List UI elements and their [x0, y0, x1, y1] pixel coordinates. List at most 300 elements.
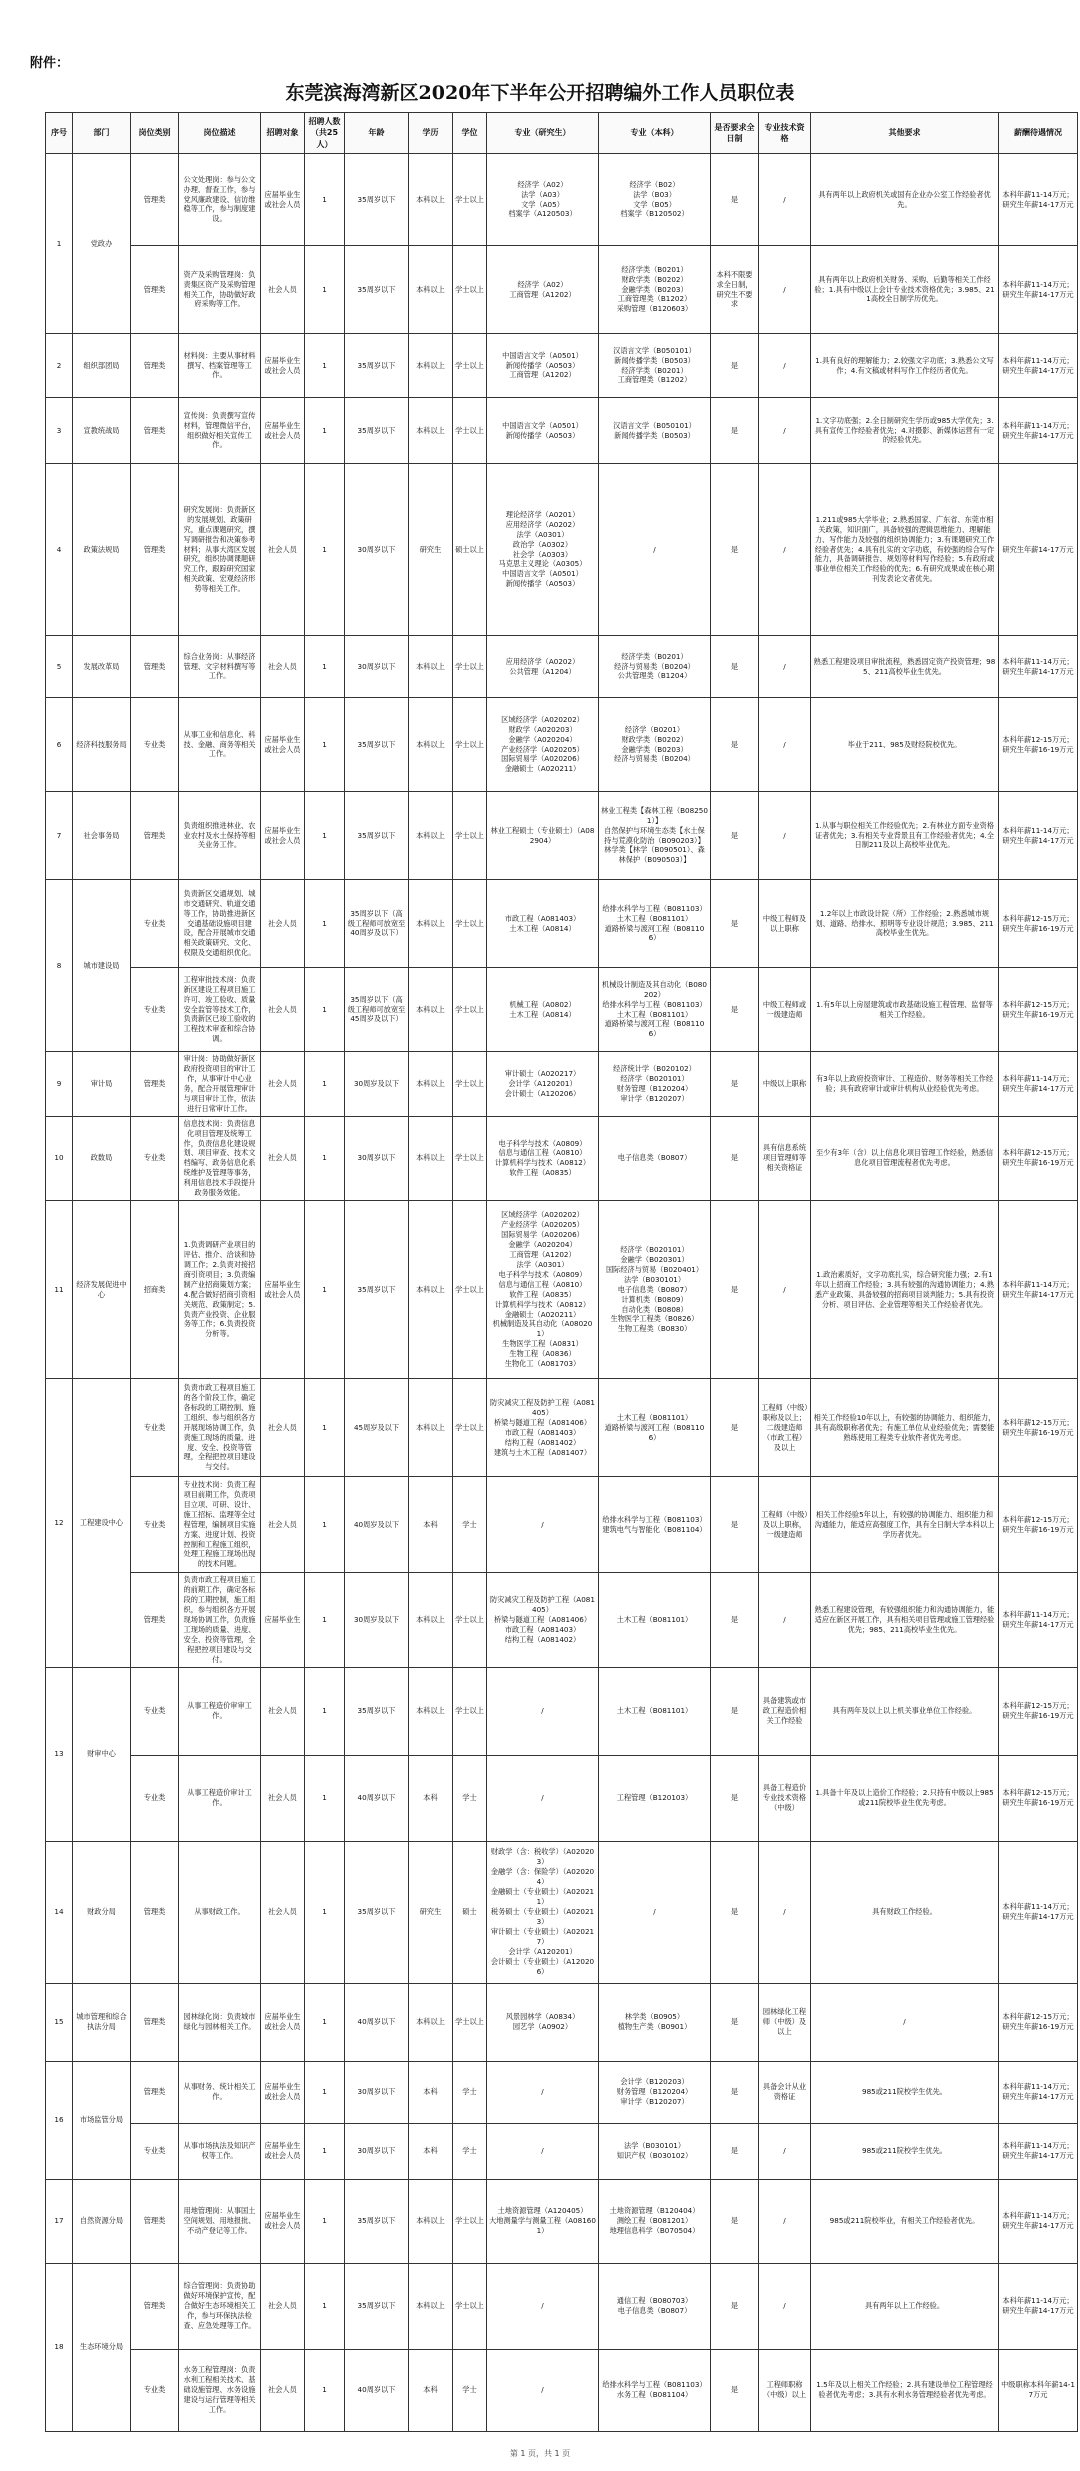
recruit-target-cell: 应届毕业生或社会人员: [261, 1201, 305, 1379]
position-category-cell: 管理类: [131, 1841, 179, 1983]
full-time-required-cell: 是: [711, 636, 759, 698]
undergraduate-major-cell: 工程管理（B120103）: [599, 1755, 711, 1841]
position-category-cell: 专业类: [131, 1379, 179, 1477]
professional-qualification-cell: /: [759, 1573, 811, 1667]
full-time-required-cell: 是: [711, 1573, 759, 1667]
graduate-major-cell: 防灾减灾工程及防护工程（A081405） 桥梁与隧道工程（A081406） 市政工程（A081403） 结构工程（A081402）: [487, 1573, 599, 1667]
professional-qualification-cell: /: [759, 246, 811, 334]
recruit-target-cell: 社会人员: [261, 464, 305, 636]
salary-cell: 本科年薪11-14万元；研究生年薪14-17万元: [999, 334, 1078, 398]
undergraduate-major-cell: 会计学（B120203） 财务管理（B120204） 审计学（B120207）: [599, 2061, 711, 2123]
graduate-major-cell: 防灾减灾工程及防护工程（A081405） 桥梁与隧道工程（A081406） 市政工程（A081403） 结构工程（A081402） 建筑与土木工程（A081407）: [487, 1379, 599, 1477]
education-cell: 本科以上: [409, 1573, 453, 1667]
full-time-required-cell: 是: [711, 2263, 759, 2349]
sequence-number-cell: 15: [46, 1983, 73, 2061]
age-requirement-cell: 35周岁以下: [345, 1667, 409, 1755]
column-header: 招聘人数（共25人）: [305, 113, 345, 154]
table-row: [46, 1667, 1078, 1755]
full-time-required-cell: 是: [711, 154, 759, 246]
education-cell: 本科以上: [409, 2179, 453, 2263]
undergraduate-major-cell: 电子信息类（B0807）: [599, 1116, 711, 1201]
headcount-cell: 1: [305, 968, 345, 1052]
headcount-cell: 1: [305, 792, 345, 880]
other-requirements-cell: 具有两年以上工作经验。: [811, 2263, 999, 2349]
headcount-cell: 1: [305, 2179, 345, 2263]
position-description-cell: 审计岗：协助做好新区政府投资项目的审计工作，从事审计中心业务，配合开展管理审计与项目审计工作，依法进行日常审计工作。: [179, 1052, 261, 1117]
education-cell: 本科: [409, 2123, 453, 2179]
professional-qualification-cell: /: [759, 464, 811, 636]
graduate-major-cell: /: [487, 2061, 599, 2123]
department-cell: 市场监管分局: [73, 2061, 131, 2179]
position-description-cell: 负责组织推进林业、农业农村及水土保持等相关业务工作。: [179, 792, 261, 880]
other-requirements-cell: 1.有5年以上房屋建筑或市政基础设施工程管理、监督等相关工作经验。: [811, 968, 999, 1052]
undergraduate-major-cell: /: [599, 464, 711, 636]
graduate-major-cell: 土地资源管理（A120405） 大地测量学与测量工程（A081601）: [487, 2179, 599, 2263]
sequence-number-cell: 11: [46, 1201, 73, 1379]
position-description-cell: 研究发展岗：负责新区的发展规划、政策研究，重点课题研究，撰写调研报告和决策参考材料；从事大湾区发展研究，组织协调课题研究工作，跟踪研究国家相关政策、宏观经济形势等相关工作。: [179, 464, 261, 636]
salary-cell: 本科年薪12-15万元；研究生年薪16-19万元: [999, 880, 1078, 968]
education-cell: 本科以上: [409, 1983, 453, 2061]
professional-qualification-cell: /: [759, 154, 811, 246]
headcount-cell: 1: [305, 2061, 345, 2123]
full-time-required-cell: 是: [711, 968, 759, 1052]
full-time-required-cell: 是: [711, 1983, 759, 2061]
professional-qualification-cell: /: [759, 792, 811, 880]
column-header: 招聘对象: [261, 113, 305, 154]
undergraduate-major-cell: 林学类（B0905） 植物生产类（B0901）: [599, 1983, 711, 2061]
position-description-cell: 工程审批技术岗：负责新区建设工程项目施工许可、竣工验收、质量安全监管等技术工作，负责新区已竣工验收的工程技术审查和综合协调。: [179, 968, 261, 1052]
table-row: [46, 1477, 1078, 1573]
age-requirement-cell: 30周岁以下: [345, 1116, 409, 1201]
other-requirements-cell: 1.5年及以上相关工作经验；2.具有建设单位工程管理经验者优先考虑；3.具有水利水务管理经验者优先考虑。: [811, 2349, 999, 2431]
sequence-number-cell: 10: [46, 1116, 73, 1201]
age-requirement-cell: 30周岁以下: [345, 464, 409, 636]
sequence-number-cell: 16: [46, 2061, 73, 2179]
full-time-required-cell: 是: [711, 398, 759, 464]
page-footer: 第 1 页，共 1 页: [509, 2449, 571, 2458]
other-requirements-cell: 至少有3年（含）以上信息化项目管理工作经验，熟悉信息化项目管理流程者优先考虑。: [811, 1116, 999, 1201]
salary-cell: 本科年薪12-15万元；研究生年薪16-19万元: [999, 1116, 1078, 1201]
department-cell: 社会事务局: [73, 792, 131, 880]
sequence-number-cell: 5: [46, 636, 73, 698]
salary-cell: 本科年薪12-15万元；研究生年薪16-19万元: [999, 1755, 1078, 1841]
degree-cell: 学士以上: [453, 1379, 487, 1477]
department-cell: 宣教统战局: [73, 398, 131, 464]
salary-cell: 本科年薪11-14万元；研究生年薪14-17万元: [999, 1201, 1078, 1379]
recruit-target-cell: 应届毕业生或社会人员: [261, 698, 305, 792]
education-cell: 本科以上: [409, 1116, 453, 1201]
professional-qualification-cell: 工程师（中级）职称及以上；二级建造师（市政工程）及以上: [759, 1379, 811, 1477]
table-row: [46, 246, 1078, 334]
undergraduate-major-cell: 通信工程（B080703） 电子信息类（B0807）: [599, 2263, 711, 2349]
salary-cell: 本科年薪11-14万元；研究生年薪14-17万元: [999, 1841, 1078, 1983]
age-requirement-cell: 30周岁以下: [345, 2061, 409, 2123]
table-row: [46, 398, 1078, 464]
education-cell: 本科以上: [409, 334, 453, 398]
headcount-cell: 1: [305, 334, 345, 398]
undergraduate-major-cell: 土木工程（B081101）: [599, 1667, 711, 1755]
department-cell: 财审中心: [73, 1667, 131, 1841]
department-cell: 政策法规局: [73, 464, 131, 636]
table-row: [46, 2179, 1078, 2263]
professional-qualification-cell: /: [759, 1201, 811, 1379]
other-requirements-cell: 相关工作经验5年以上，有较强的协调能力、组织能力和沟通能力，能适应高强度工作，具有全日制大学本科以上学历者优先。: [811, 1477, 999, 1573]
column-header: 专业（本科）: [599, 113, 711, 154]
department-cell: 工程建设中心: [73, 1379, 131, 1667]
age-requirement-cell: 35周岁以下: [345, 698, 409, 792]
degree-cell: 硕士: [453, 1841, 487, 1983]
position-description-cell: 从事市场执法及知识产权等工作。: [179, 2123, 261, 2179]
position-description-cell: 从事工业和信息化、科技、金融、商务等相关工作。: [179, 698, 261, 792]
headcount-cell: 1: [305, 880, 345, 968]
graduate-major-cell: 中国语言文学（A0501） 新闻传播学（A0503）: [487, 398, 599, 464]
table-row: [46, 880, 1078, 968]
recruit-target-cell: 应届毕业生或社会人员: [261, 334, 305, 398]
table-row: [46, 792, 1078, 880]
table-row: [46, 636, 1078, 698]
recruit-target-cell: 应届毕业生或社会人员: [261, 2061, 305, 2123]
professional-qualification-cell: /: [759, 334, 811, 398]
other-requirements-cell: 1.具有良好的理解能力；2.较强文字功底；3.熟悉公文写作；4.有文稿或材料写作工作经历者优先。: [811, 334, 999, 398]
professional-qualification-cell: /: [759, 1841, 811, 1983]
education-cell: 本科以上: [409, 1667, 453, 1755]
undergraduate-major-cell: 土木工程（B081101）: [599, 1573, 711, 1667]
full-time-required-cell: 本科不限要求全日制，研究生不要求: [711, 246, 759, 334]
table-row: [46, 2123, 1078, 2179]
degree-cell: 学士以上: [453, 2179, 487, 2263]
age-requirement-cell: 40周岁及以下: [345, 1477, 409, 1573]
graduate-major-cell: 风景园林学（A0834） 园艺学（A0902）: [487, 1983, 599, 2061]
age-requirement-cell: 35周岁以下: [345, 334, 409, 398]
degree-cell: 学士以上: [453, 698, 487, 792]
recruit-target-cell: 应届毕业生或社会人员: [261, 154, 305, 246]
education-cell: 本科以上: [409, 246, 453, 334]
table-row: [46, 2061, 1078, 2123]
headcount-cell: 1: [305, 2349, 345, 2431]
salary-cell: 本科年薪11-14万元；研究生年薪14-17万元: [999, 2263, 1078, 2349]
degree-cell: 学士以上: [453, 1983, 487, 2061]
document-title: 东莞滨海湾新区2020年下半年公开招聘编外工作人员职位表: [285, 82, 795, 104]
full-time-required-cell: 是: [711, 2061, 759, 2123]
sequence-number-cell: 13: [46, 1667, 73, 1841]
professional-qualification-cell: 具备建筑或市政工程造价相关工作经验: [759, 1667, 811, 1755]
table-row: [46, 1116, 1078, 1201]
graduate-major-cell: /: [487, 2349, 599, 2431]
degree-cell: 学士以上: [453, 636, 487, 698]
position-description-cell: 从事工程造价审计工作。: [179, 1755, 261, 1841]
recruit-target-cell: 应届毕业生或社会人员: [261, 2123, 305, 2179]
education-cell: 本科: [409, 2349, 453, 2431]
education-cell: 本科以上: [409, 792, 453, 880]
full-time-required-cell: 是: [711, 2349, 759, 2431]
education-cell: 研究生: [409, 464, 453, 636]
education-cell: 本科: [409, 1477, 453, 1573]
graduate-major-cell: /: [487, 2123, 599, 2179]
salary-cell: 本科年薪12-15万元；研究生年薪16-19万元: [999, 1667, 1078, 1755]
professional-qualification-cell: 中级工程师及以上职称: [759, 880, 811, 968]
degree-cell: 学士: [453, 2061, 487, 2123]
column-header: 是否要求全日制: [711, 113, 759, 154]
recruit-target-cell: 社会人员: [261, 246, 305, 334]
salary-cell: 本科年薪11-14万元；研究生年薪14-17万元: [999, 2123, 1078, 2179]
age-requirement-cell: 35周岁以下（高级工程师可放宽至45周岁及以下）: [345, 968, 409, 1052]
full-time-required-cell: 是: [711, 792, 759, 880]
table-row: [46, 1841, 1078, 1983]
table-row: [46, 1201, 1078, 1379]
headcount-cell: 1: [305, 636, 345, 698]
position-category-cell: 管理类: [131, 2179, 179, 2263]
other-requirements-cell: 1.2年以上市政设计院（所）工作经验；2.熟悉城市规划、道路、给排水、照明等专业设计规范；3.985、211高校毕业生优先。: [811, 880, 999, 968]
headcount-cell: 1: [305, 398, 345, 464]
other-requirements-cell: 具有两年以上政府机关财务、采购、后勤等相关工作经验；1.具有中级以上会计专业技术资格优先；3.985、211高校全日制学历优先。: [811, 246, 999, 334]
graduate-major-cell: 机械工程（A0802） 土木工程（A0814）: [487, 968, 599, 1052]
department-cell: 政数局: [73, 1116, 131, 1201]
other-requirements-cell: 985或211院校毕业，有相关工作经验者优先。: [811, 2179, 999, 2263]
recruit-target-cell: 社会人员: [261, 2263, 305, 2349]
age-requirement-cell: 30周岁及以下: [345, 1573, 409, 1667]
age-requirement-cell: 35周岁以下: [345, 246, 409, 334]
position-description-cell: 资产及采购管理岗：负责集区资产及采购管理相关工作，协助做好政府采购等工作。: [179, 246, 261, 334]
table-row: [46, 1983, 1078, 2061]
salary-cell: 本科年薪11-14万元；研究生年薪14-17万元: [999, 2179, 1078, 2263]
headcount-cell: 1: [305, 1841, 345, 1983]
position-description-cell: 园林绿化岗：负责城市绿化与园林相关工作。: [179, 1983, 261, 2061]
headcount-cell: 1: [305, 2123, 345, 2179]
sequence-number-cell: 7: [46, 792, 73, 880]
full-time-required-cell: 是: [711, 698, 759, 792]
degree-cell: 学士以上: [453, 154, 487, 246]
professional-qualification-cell: 具备会计从业资格证: [759, 2061, 811, 2123]
graduate-major-cell: /: [487, 1667, 599, 1755]
undergraduate-major-cell: 给排水科学与工程（B081103） 建筑电气与智能化（B081104）: [599, 1477, 711, 1573]
headcount-cell: 1: [305, 464, 345, 636]
position-description-cell: 综合管理岗：负责协助做好环境保护宣传，配合做好生态环境相关工作，参与环保执法检查、应急处理等工作。: [179, 2263, 261, 2349]
position-category-cell: 管理类: [131, 334, 179, 398]
degree-cell: 学士以上: [453, 792, 487, 880]
professional-qualification-cell: /: [759, 398, 811, 464]
education-cell: 本科以上: [409, 154, 453, 246]
department-cell: 生态环境分局: [73, 2263, 131, 2431]
degree-cell: 学士以上: [453, 334, 487, 398]
recruit-target-cell: 应届毕业生: [261, 1573, 305, 1667]
other-requirements-cell: 具有两年及以上以上机关事业单位工作经验。: [811, 1667, 999, 1755]
headcount-cell: 1: [305, 1379, 345, 1477]
position-description-cell: 材料岗：主要从事材料撰写、档案管理等工作。: [179, 334, 261, 398]
salary-cell: 本科年薪11-14万元；研究生年薪14-17万元: [999, 246, 1078, 334]
position-description-cell: 宣传岗：负责撰写宣传材料，管理微信平台，组织做好相关宣传工作。: [179, 398, 261, 464]
recruit-target-cell: 社会人员: [261, 1841, 305, 1983]
department-cell: 经济发展促进中心: [73, 1201, 131, 1379]
column-header: 薪酬待遇情况: [999, 113, 1078, 154]
professional-qualification-cell: 工程师职称（中级）以上: [759, 2349, 811, 2431]
education-cell: 本科以上: [409, 1052, 453, 1117]
degree-cell: 学士以上: [453, 1052, 487, 1117]
recruit-target-cell: 社会人员: [261, 968, 305, 1052]
job-positions-table: [45, 112, 1078, 2432]
salary-cell: 本科年薪11-14万元；研究生年薪14-17万元: [999, 2061, 1078, 2123]
column-header: 岗位描述: [179, 113, 261, 154]
professional-qualification-cell: /: [759, 2123, 811, 2179]
age-requirement-cell: 40周岁以下: [345, 1983, 409, 2061]
position-category-cell: 专业类: [131, 2123, 179, 2179]
graduate-major-cell: 市政工程（A081403） 土木工程（A0814）: [487, 880, 599, 968]
age-requirement-cell: 40周岁以下: [345, 1755, 409, 1841]
sequence-number-cell: 1: [46, 154, 73, 334]
age-requirement-cell: 40周岁以下: [345, 2349, 409, 2431]
department-cell: 党政办: [73, 154, 131, 334]
recruit-target-cell: 社会人员: [261, 1379, 305, 1477]
department-cell: 城市管理和综合执法分局: [73, 1983, 131, 2061]
sequence-number-cell: 3: [46, 398, 73, 464]
sequence-number-cell: 14: [46, 1841, 73, 1983]
degree-cell: 学士以上: [453, 1201, 487, 1379]
table-row: [46, 2263, 1078, 2349]
position-category-cell: 专业类: [131, 1116, 179, 1201]
graduate-major-cell: 林业工程硕士（专业硕士）（A082904）: [487, 792, 599, 880]
position-category-cell: 管理类: [131, 792, 179, 880]
undergraduate-major-cell: 林业工程类【森林工程（B082501）】 自然保护与环境生态类【水土保持与荒漠化防治（B090203）】 林学类【林学（B090501）、森林保护（B090503）】: [599, 792, 711, 880]
full-time-required-cell: 是: [711, 1477, 759, 1573]
sequence-number-cell: 18: [46, 2263, 73, 2431]
table-row: [46, 154, 1078, 246]
column-header: 序号: [46, 113, 73, 154]
age-requirement-cell: 35周岁以下: [345, 1201, 409, 1379]
position-category-cell: 专业类: [131, 1667, 179, 1755]
degree-cell: 学士以上: [453, 968, 487, 1052]
recruit-target-cell: 应届毕业生或社会人员: [261, 398, 305, 464]
table-row: [46, 968, 1078, 1052]
position-category-cell: 管理类: [131, 2263, 179, 2349]
undergraduate-major-cell: 经济统计学（B020102） 经济学（B020101） 财务管理（B120204） 审计学（B120207）: [599, 1052, 711, 1117]
position-category-cell: 专业类: [131, 880, 179, 968]
age-requirement-cell: 30周岁以下: [345, 636, 409, 698]
headcount-cell: 1: [305, 1201, 345, 1379]
headcount-cell: 1: [305, 1477, 345, 1573]
graduate-major-cell: 区域经济学（A020202） 产业经济学（A020205） 国际贸易学（A020206） 金融学（A020204） 工商管理（A1202） 法学（A0301） 电子科学与技术（A0809） 信息与通信工程（A0810） 软件工程（A0835） 计算机科学与技术（A0812） 金融硕士（A020211） 机械制造及其自动化（A080201） 生物医学工程（A0831） 生物工程（A0836） 生物化工（A081703）: [487, 1201, 599, 1379]
salary-cell: 本科年薪11-14万元；研究生年薪14-17万元: [999, 398, 1078, 464]
recruit-target-cell: 社会人员: [261, 1116, 305, 1201]
degree-cell: 学士以上: [453, 1573, 487, 1667]
salary-cell: 本科年薪11-14万元；研究生年薪14-17万元: [999, 154, 1078, 246]
sequence-number-cell: 2: [46, 334, 73, 398]
age-requirement-cell: 30周岁以下: [345, 2123, 409, 2179]
full-time-required-cell: 是: [711, 1841, 759, 1983]
other-requirements-cell: 具有两年以上政府机关或国有企业办公室工作经验者优先。: [811, 154, 999, 246]
degree-cell: 学士: [453, 1477, 487, 1573]
position-description-cell: 专业技术岗：负责工程项目前期工作，负责项目立项、可研、设计、施工招标、监理等全过程管理，编制项目实施方案、进度计划、投资控制和工程施工组织，处理工程施工现场出现的技术问题。: [179, 1477, 261, 1573]
department-cell: 经济科技服务局: [73, 698, 131, 792]
degree-cell: 学士以上: [453, 880, 487, 968]
salary-cell: 本科年薪11-14万元；研究生年薪14-17万元: [999, 1573, 1078, 1667]
graduate-major-cell: 经济学（A02） 工商管理（A1202）: [487, 246, 599, 334]
salary-cell: 本科年薪12-15万元；研究生年薪16-19万元: [999, 698, 1078, 792]
other-requirements-cell: 985或211院校学生优先。: [811, 2061, 999, 2123]
full-time-required-cell: 是: [711, 1667, 759, 1755]
recruit-target-cell: 社会人员: [261, 1052, 305, 1117]
salary-cell: 研究生年薪14-17万元: [999, 464, 1078, 636]
other-requirements-cell: 熟悉工程建设管理，有较强组织能力和沟通协调能力，能适应在新区开展工作，具有相关项目管理或施工管理经验优先；985、211高校毕业生优先。: [811, 1573, 999, 1667]
undergraduate-major-cell: 给排水科学与工程（B081103） 土木工程（B081101） 道路桥梁与渡河工程（B081106）: [599, 880, 711, 968]
other-requirements-cell: 毕业于211、985及财经院校优先。: [811, 698, 999, 792]
department-cell: 城市建设局: [73, 880, 131, 1052]
table-header-row: [46, 113, 1078, 154]
graduate-major-cell: /: [487, 1477, 599, 1573]
degree-cell: 学士以上: [453, 398, 487, 464]
age-requirement-cell: 35周岁以下（高级工程师可放宽至40周岁及以下）: [345, 880, 409, 968]
full-time-required-cell: 是: [711, 880, 759, 968]
education-cell: 本科: [409, 1755, 453, 1841]
department-cell: 自然资源分局: [73, 2179, 131, 2263]
undergraduate-major-cell: 机械设计制造及其自动化（B080202） 给排水科学与工程（B081103） 土木工程（B081101） 道路桥梁与渡河工程（B081106）: [599, 968, 711, 1052]
undergraduate-major-cell: 经济学类（B0201） 财政学类（B0202） 金融学类（B0203） 工商管理类（B1202） 采购管理（B120603）: [599, 246, 711, 334]
graduate-major-cell: 中国语言文学（A0501） 新闻传播学（A0503） 工商管理（A1202）: [487, 334, 599, 398]
column-header: 年龄: [345, 113, 409, 154]
age-requirement-cell: 35周岁以下: [345, 792, 409, 880]
recruit-target-cell: 社会人员: [261, 1755, 305, 1841]
sequence-number-cell: 9: [46, 1052, 73, 1117]
graduate-major-cell: 电子科学与技术（A0809） 信息与通信工程（A0810） 计算机科学与技术（A0812） 软件工程（A0835）: [487, 1116, 599, 1201]
professional-qualification-cell: 园林绿化工程师（中级）及以上: [759, 1983, 811, 2061]
position-description-cell: 用地管理岗：从事国土空间规划、用地报批、不动产登记等工作。: [179, 2179, 261, 2263]
attachment-label: 附件：: [30, 56, 70, 71]
professional-qualification-cell: 具有信息系统项目管理师等相关资格证: [759, 1116, 811, 1201]
salary-cell: 本科年薪12-15万元；研究生年薪16-19万元: [999, 968, 1078, 1052]
other-requirements-cell: /: [811, 1983, 999, 2061]
position-description-cell: 综合业务岗：从事经济管理、文字材料撰写等工作。: [179, 636, 261, 698]
graduate-major-cell: 审计硕士（A020217） 会计学（A120201） 会计硕士（A120206）: [487, 1052, 599, 1117]
position-category-cell: 管理类: [131, 1573, 179, 1667]
education-cell: 本科以上: [409, 636, 453, 698]
other-requirements-cell: 熟悉工程建设项目审批流程，熟悉固定资产投资管理；985、211高校毕业生优先。: [811, 636, 999, 698]
position-category-cell: 管理类: [131, 2061, 179, 2123]
headcount-cell: 1: [305, 2263, 345, 2349]
full-time-required-cell: 是: [711, 1116, 759, 1201]
column-header: 专业技术资格: [759, 113, 811, 154]
table-body: [46, 154, 1078, 2432]
undergraduate-major-cell: 经济学类（B0201） 经济与贸易类（B0204） 公共管理类（B1204）: [599, 636, 711, 698]
education-cell: 本科以上: [409, 1379, 453, 1477]
column-header: 部门: [73, 113, 131, 154]
full-time-required-cell: 是: [711, 1052, 759, 1117]
recruit-target-cell: 社会人员: [261, 880, 305, 968]
undergraduate-major-cell: 土木工程（B081101） 道路桥梁与渡河工程（B081106）: [599, 1379, 711, 1477]
column-header: 学历: [409, 113, 453, 154]
position-category-cell: 管理类: [131, 636, 179, 698]
position-category-cell: 管理类: [131, 246, 179, 334]
degree-cell: 学士: [453, 2123, 487, 2179]
age-requirement-cell: 35周岁以下: [345, 2179, 409, 2263]
professional-qualification-cell: /: [759, 2263, 811, 2349]
other-requirements-cell: 1.政治素质好，文字功底扎实，综合研究能力强；2.有1年以上招商工作经验；3.具有较强的沟通协调能力；4.熟悉产业政策、具备较强的招商项目谈判能力；5.具有投资分析、项目评估、企业管理等相关工作经验者优先。: [811, 1201, 999, 1379]
undergraduate-major-cell: 经济学（B020101） 金融学（B020301） 国际经济与贸易（B020401） 法学（B030101） 电子信息类（B0807） 计算机类（B0809） 自动化类（B0808） 生物医学工程类（B0826） 生物工程类（B0830）: [599, 1201, 711, 1379]
position-description-cell: 负责市政工程项目施工的前期工作，确定各标段的工期控制，施工组织，参与组织各方开展现场协调工作，负责施工现场的质量、进度、安全、投资等管理，全程把控项目建设与交付。: [179, 1573, 261, 1667]
age-requirement-cell: 35周岁以下: [345, 1841, 409, 1983]
position-category-cell: 专业类: [131, 2349, 179, 2431]
column-header: 岗位类别: [131, 113, 179, 154]
degree-cell: 硕士以上: [453, 464, 487, 636]
position-category-cell: 专业类: [131, 968, 179, 1052]
headcount-cell: 1: [305, 1755, 345, 1841]
salary-cell: 本科年薪12-15万元；研究生年薪16-19万元: [999, 1983, 1078, 2061]
sequence-number-cell: 12: [46, 1379, 73, 1667]
degree-cell: 学士以上: [453, 2263, 487, 2349]
position-category-cell: 管理类: [131, 1983, 179, 2061]
degree-cell: 学士: [453, 1755, 487, 1841]
table-row: [46, 698, 1078, 792]
table-row: [46, 334, 1078, 398]
age-requirement-cell: 35周岁以下: [345, 154, 409, 246]
recruit-target-cell: 社会人员: [261, 1667, 305, 1755]
